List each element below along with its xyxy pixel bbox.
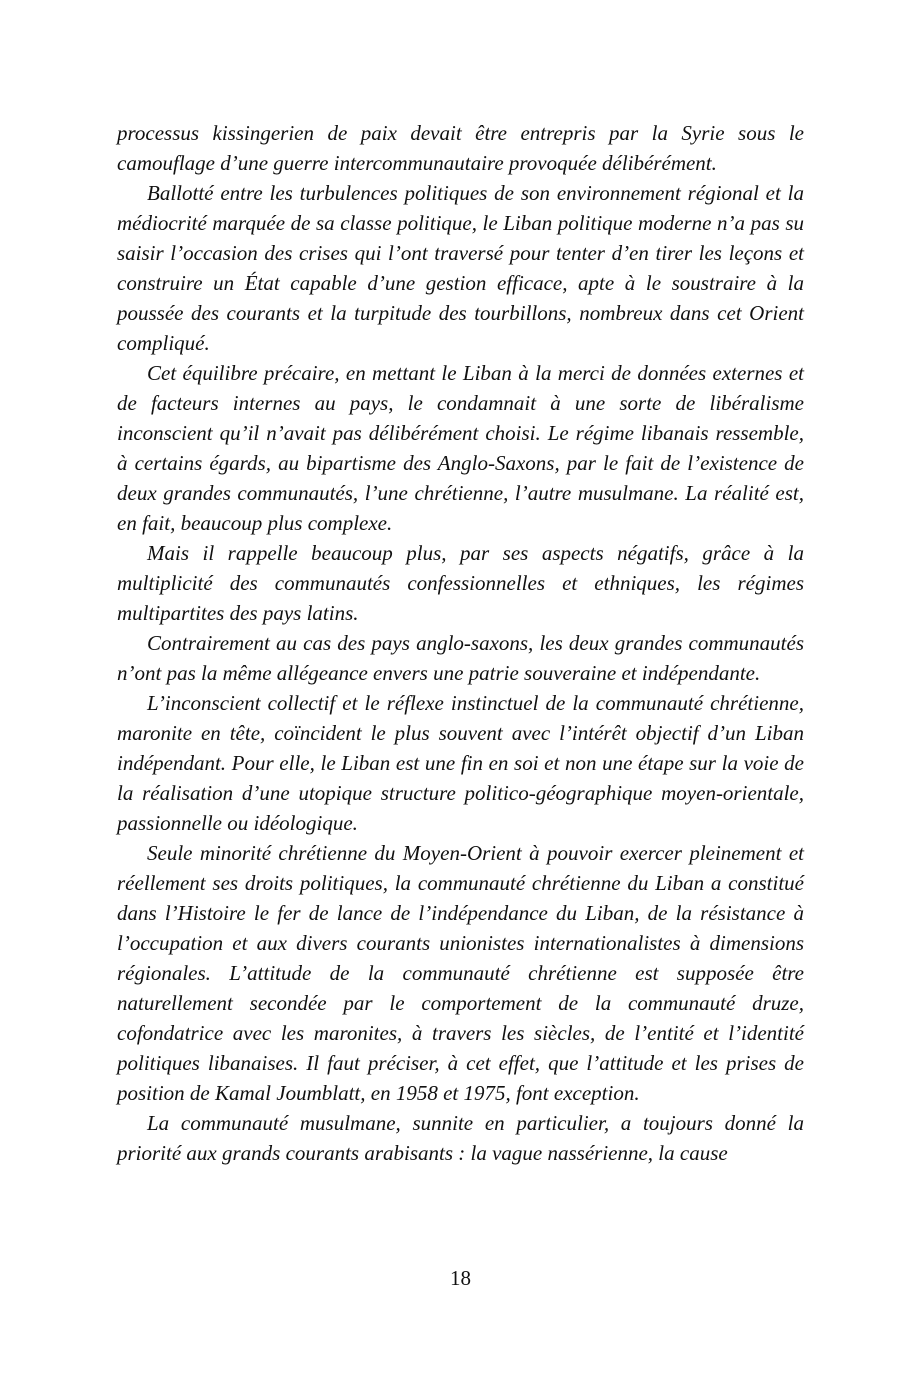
paragraph-8: La communauté musulmane, sunnite en particulier, a toujours donné la priorité aux grands courants arabisants : la vague nassérienne, la cause	[117, 1111, 804, 1165]
paragraph-6: L’inconscient collectif et le réflexe instinctuel de la communauté chrétienne, maronite en tête, coïncident le plus souvent avec l’intérêt objectif d’un Liban indépendant. Pour elle, le Liban est une fin en soi et non une étape sur la voie de la réalisation d’une utopique structure politico-géographique moyen-orientale, passionnelle ou idéologique.	[117, 691, 804, 835]
body-text	[117, 118, 804, 1168]
paragraph-1: processus kissingerien de paix devait être entrepris par la Syrie sous le camouflage d’une guerre intercommunautaire provoquée délibérément.	[117, 121, 804, 175]
paragraph-4: Mais il rappelle beaucoup plus, par ses aspects négatifs, grâce à la multiplicité des communautés confessionnelles et ethniques, les régimes multipartites des pays latins.	[117, 541, 804, 625]
paragraph-2: Ballotté entre les turbulences politiques de son environnement régional et la médiocrité marquée de sa classe politique, le Liban politique moderne n’a pas su saisir l’occasion des crises qui l’ont traversé pour tenter d’en tirer les leçons et construire un État capable d’une gestion efficace, apte à le soustraire à la poussée des courants et la turpitude des tourbillons, nombreux dans cet Orient compliqué.	[117, 181, 804, 355]
paragraph-3: Cet équilibre précaire, en mettant le Liban à la merci de données externes et de facteurs internes au pays, le condamnait à une sorte de libéralisme inconscient qu’il n’avait pas délibérément choisi. Le régime libanais ressemble, à certains égards, au bipartisme des Anglo-Saxons, par le fait de l’existence de deux grandes communautés, l’une chrétienne, l’autre musulmane. La réalité est, en fait, beaucoup plus complexe.	[117, 361, 804, 535]
paragraph-5: Contrairement au cas des pays anglo-saxons, les deux grandes communautés n’ont pas la même allégeance envers une patrie souveraine et indépendante.	[117, 631, 804, 685]
paragraph-7: Seule minorité chrétienne du Moyen-Orient à pouvoir exercer pleinement et réellement ses droits politiques, la communauté chrétienne du Liban a constitué dans l’Histoire le fer de lance de l’indépendance du Liban, de la résistance à l’occupation et aux divers courants unionistes internationalistes à dimensions régionales. L’attitude de la communauté chrétienne est supposée être naturellement secondée par le comportement de la communauté druze, cofondatrice avec les maronites, à travers les siècles, de l’entité et l’identité politiques libanaises. Il faut préciser, à cet effet, que l’attitude et les prises de position de Kamal Joumblatt, en 1958 et 1975, font exception.	[117, 841, 804, 1105]
page-number: 18	[450, 1266, 471, 1290]
